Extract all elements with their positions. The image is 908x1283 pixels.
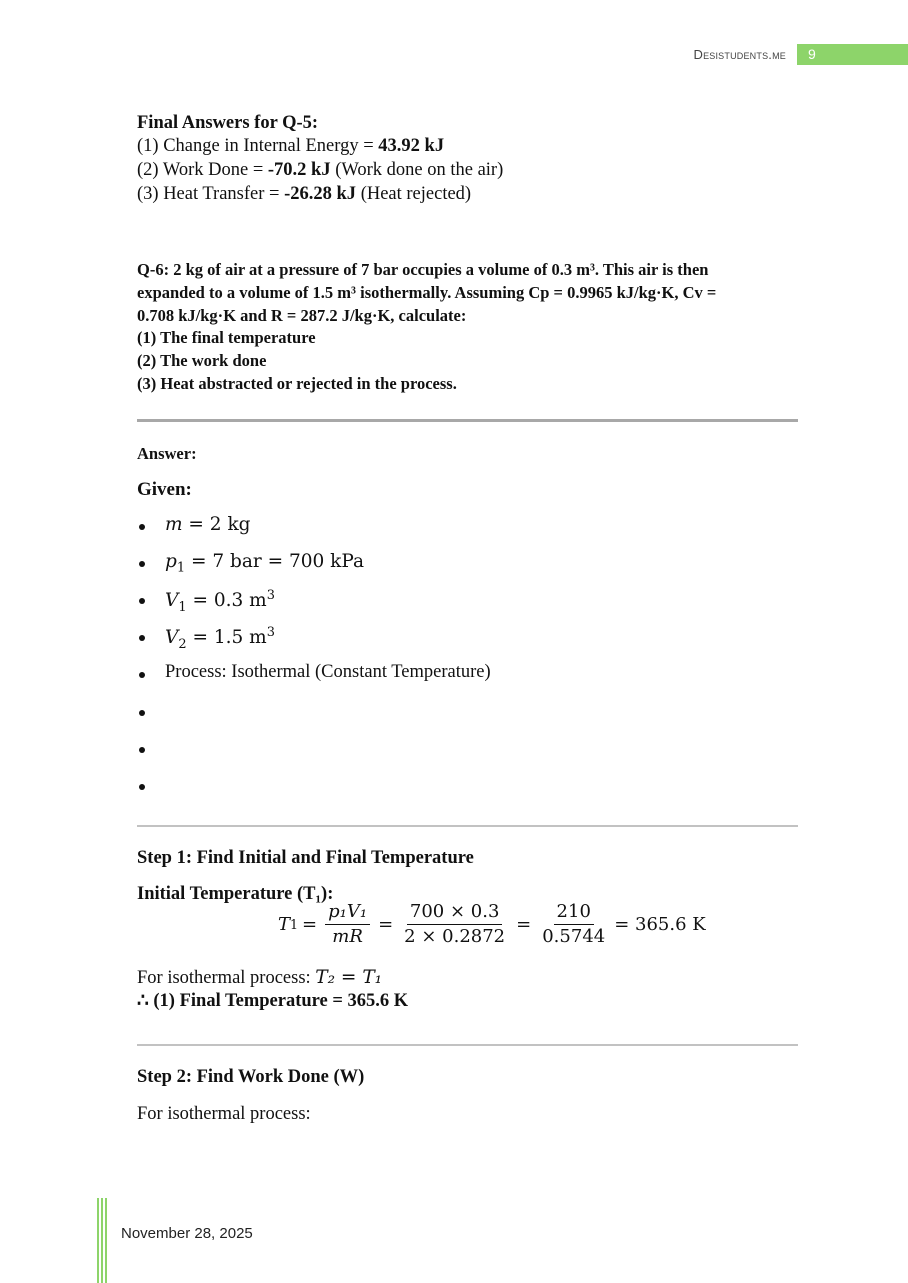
q5-answer-2-note: (Work done on the air) <box>330 160 504 180</box>
frac-den: mR <box>332 926 363 947</box>
page-header <box>0 44 908 65</box>
q6-line-2: expanded to a volume of 1.5 m³ isothermally. Assuming Cp = 0.9965 kJ/kg·K, Cv = <box>137 283 717 302</box>
section-divider <box>137 825 798 827</box>
given-value: Process: Isothermal (Constant Temperature) <box>165 662 491 682</box>
q6-line-6: (3) Heat abstracted or rejected in the process. <box>137 374 457 393</box>
bullet-icon <box>139 747 145 753</box>
page-number: 9 <box>808 46 816 62</box>
bullet-icon <box>139 635 145 641</box>
given-sub: 2 <box>178 636 187 652</box>
q5-answer-1-value: 43.92 kJ <box>378 136 445 156</box>
q6-line-4: (1) The final temperature <box>137 328 316 347</box>
q5-answer-3-note: (Heat rejected) <box>356 184 472 204</box>
q5-answer-3 <box>137 183 471 206</box>
step1-title: Step 1: Find Initial and Final Temperature <box>137 848 474 868</box>
q5-answer-3-value: -26.28 kJ <box>284 184 357 204</box>
eq-lhs: T <box>278 914 291 935</box>
eq-lhs-sub: 1 <box>290 917 299 932</box>
given-value: = 7 bar = 700 kPa <box>185 551 365 572</box>
frac-num: p₁V₁ <box>325 901 370 925</box>
footer-date: November 28, 2025 <box>121 1225 253 1242</box>
bullet-icon <box>139 524 145 530</box>
bullet-icon <box>139 784 145 790</box>
q6-line-5: (2) The work done <box>137 351 267 370</box>
q5-answer-1 <box>137 135 444 158</box>
given-sup: 3 <box>266 625 275 640</box>
frac-num: 210 <box>554 901 594 925</box>
q5-final-title: Final Answers for Q-5: <box>137 113 319 133</box>
q5-answer-2 <box>137 159 503 182</box>
page-number-bar <box>797 44 908 65</box>
footer-accent-bars <box>97 1198 109 1283</box>
fraction-substituted <box>401 901 508 948</box>
t1-equation: T 1 = $\frac{\text{p₁V₁}}{mR}$ = $\frac{700 \times 0.3}{2 \times 0.2872}$ = $\frac{210}{0.5744}$ = 365.6 K <box>278 901 706 947</box>
given-sub: 1 <box>176 560 186 576</box>
fraction-simplified <box>539 901 608 948</box>
step2-title: Step 2: Find Work Done (W) <box>137 1067 365 1087</box>
given-var: p <box>165 551 177 572</box>
frac-den: 0.5744 <box>542 926 606 947</box>
eq-result: = 365.6 K <box>614 914 706 935</box>
given-label: Given: <box>137 479 192 500</box>
section-divider <box>137 1044 798 1046</box>
bullet-icon <box>139 710 145 716</box>
given-var: V <box>165 627 179 649</box>
q6-line-3: 0.708 kJ/kg·K and R = 287.2 J/kg·K, calculate: <box>137 306 467 325</box>
step1-subtitle: Initial Temperature (T₁): <box>137 884 334 904</box>
step2-text: For isothermal process: <box>137 1104 311 1124</box>
q5-answer-1-label: (1) Change in Internal Energy = <box>137 136 379 156</box>
step1-conclusion: ∴ (1) Final Temperature = 365.6 K <box>137 991 409 1011</box>
bullet-icon <box>139 598 145 604</box>
given-var: m <box>165 514 183 535</box>
q5-answer-2-value: -70.2 kJ <box>267 160 331 180</box>
given-value: = 2 kg <box>182 514 251 535</box>
fraction-symbolic <box>325 901 370 948</box>
isothermal-eq: T₂ = T₁ <box>315 967 383 988</box>
bullet-icon <box>139 561 145 567</box>
answer-label: Answer: <box>137 444 197 463</box>
bullet-icon <box>139 672 145 678</box>
isothermal-text: For isothermal process: <box>137 968 316 988</box>
given-var: V <box>165 590 179 612</box>
given-sub: 1 <box>178 599 187 615</box>
given-value: = 1.5 m <box>186 627 267 649</box>
given-sup: 3 <box>266 588 275 603</box>
section-divider <box>137 419 798 422</box>
q5-answer-3-label: (3) Heat Transfer = <box>137 184 285 204</box>
frac-num: 700 × 0.3 <box>407 901 503 925</box>
site-name: Desistudents.me <box>693 47 786 62</box>
q5-answer-2-label: (2) Work Done = <box>137 160 268 180</box>
frac-den: 2 × 0.2872 <box>404 926 506 947</box>
given-value: = 0.3 m <box>186 590 267 612</box>
isothermal-relation <box>137 966 382 990</box>
q6-line-1: Q-6: 2 kg of air at a pressure of 7 bar occupies a volume of 0.3 m³. This air is then <box>137 260 709 279</box>
